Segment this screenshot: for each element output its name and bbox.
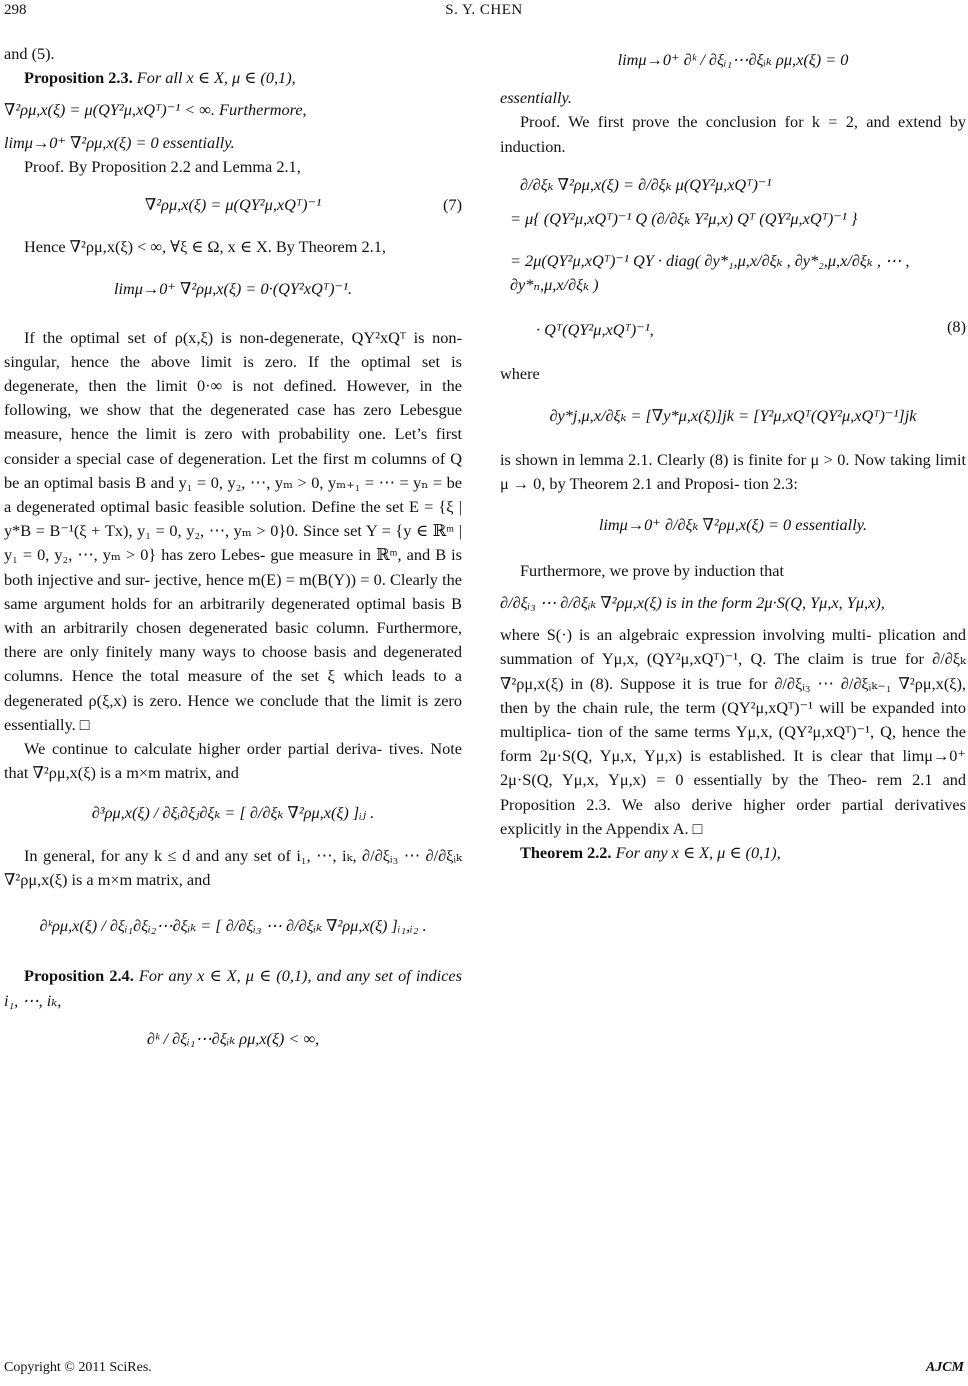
equation-8-line-4: · Qᵀ(QY²μ,xQᵀ)⁻¹, bbox=[536, 319, 654, 339]
limit-equation-2: limμ→0⁺ ∂/∂ξₖ ∇²ρμ,x(ξ) = 0 essentially. bbox=[598, 514, 868, 534]
equation-8-line-2: = μ{ (QY²μ,xQᵀ)⁻¹ Q (∂/∂ξₖ Y²μ,x) Qᵀ (QY²μ,xQᵀ)⁻¹ } bbox=[510, 209, 858, 229]
equation-8-line-1: ∂/∂ξₖ ∇²ρμ,x(ξ) = ∂/∂ξₖ μ(QY²μ,xQᵀ)⁻¹ bbox=[520, 174, 772, 194]
theorem-2-2-label: Theorem 2.2. bbox=[520, 843, 612, 863]
paragraph-degeneration: If the optimal set of ρ(x,ξ) is non-degenerate, QY²xQᵀ is non-singular, hence the above limit is zero. If the optimal set is degenerate, then the limit 0·∞ is not defined. However, in the following, we show that the degenerated case has zero Lebesgue measure, hence the limit is zero with probability one. Let’s first consider a special case of degeneration. Let the first m columns of Q be an optimal basis B and y₁ = 0, y₂, ⋯, yₘ > 0, yₘ₊₁ = ⋯ = yₙ = be a degenerated optimal basic feasible solution. Define the set E = {ξ | y*B = B⁻¹(ξ + Tx), y₁ = 0, y₂, ⋯, yₘ > 0}0. Since set Y = {y ∈ ℝᵐ | y₁ = 0, y₂, ⋯, yₘ > 0} has zero Lebes- gue measure in ℝᵐ, and B is both injective and sur- jective, hence m(E) = m(B(Y)) = 0. Clearly the same argument holds for an arbitrarily degenerated optimal basis B with an arbitrarily chosen degenerated basic column. Furthermore, there are only finitely many ways to choose basis and degenerated columns. Hence the total measure of the set ξ which leads to a degenerated ρ(ξ,x) is zero. Hence we conclude that the limit is zero essentially. □ bbox=[4, 327, 462, 734]
proposition-2-3-text: For all x ∈ X, μ ∈ (0,1), bbox=[136, 68, 296, 88]
third-derivative-equation: ∂³ρμ,x(ξ) / ∂ξᵢ∂ξⱼ∂ξₖ = [ ∂/∂ξₖ ∇²ρμ,x(ξ) ]ᵢⱼ . bbox=[91, 803, 375, 823]
paragraph-general: In general, for any k ≤ d and any set of i₁, ⋯, iₖ, ∂/∂ξᵢ₃ ⋯ ∂/∂ξᵢₖ ∇²ρμ,x(ξ) is a m×m matrix, and bbox=[4, 845, 462, 889]
proposition-2-3-equation: ∇²ρμ,x(ξ) = μ(QY²μ,xQᵀ)⁻¹ < ∞. Furthermore, bbox=[4, 100, 307, 120]
equation-8-number: (8) bbox=[947, 316, 966, 336]
paragraph-induction: where S(·) is an algebraic expression involving multi- plication and summation of Yμ,x, (QY²μ,xQᵀ)⁻¹, Q. The claim is true for ∂/∂ξₖ ∇²ρμ,x(ξ) in (8). Suppose it is true for ∂/∂ξᵢ₃ ⋯ ∂/∂ξᵢₖ₋₁ ∇²ρμ,x(ξ), then by the chain rule, the term (QY²μ,xQᵀ)⁻¹ will be expanded into multiplica- tion of the same terms Yμ,x, (QY²μ,xQᵀ)⁻¹, Q, hence the form 2μ·S(Q, Yμ,x, Yμ,x) is established. It is clear that limμ→0⁺ 2μ·S(Q, Yμ,x, Yμ,x) = 0 essentially by the Theo- rem 2.1 and Proposition 2.3. We also derive higher order partial derivatives explicitly in the Appendix A. □ bbox=[500, 625, 966, 838]
equation-8-line-3: = 2μ(QY²μ,xQᵀ)⁻¹ QY · diag( ∂y*₁,μ,x/∂ξₖ , ∂y*₂,μ,x/∂ξₖ , ⋯ , ∂y*ₙ,μ,x/∂ξₖ ) bbox=[510, 251, 910, 295]
limit-kth-derivative: limμ→0⁺ ∂ᵏ / ∂ξᵢ₁⋯∂ξᵢₖ ρμ,x(ξ) = 0 bbox=[617, 50, 849, 69]
equation-7-body: ∇²ρμ,x(ξ) = μ(QY²μ,xQᵀ)⁻¹ bbox=[144, 195, 322, 215]
essentially-text: essentially. bbox=[500, 88, 572, 108]
theorem-2-2-text: For any x ∈ X, μ ∈ (0,1), bbox=[615, 843, 781, 863]
induction-form: ∂/∂ξᵢ₃ ⋯ ∂/∂ξᵢₖ ∇²ρμ,x(ξ) is in the form 2μ·S(Q, Yμ,x, Yμ,x), bbox=[500, 593, 885, 613]
proposition-2-3-limit: limμ→0⁺ ∇²ρμ,x(ξ) = 0 essentially. bbox=[4, 132, 235, 152]
proposition-2-3 bbox=[4, 66, 462, 90]
equation-8 bbox=[500, 173, 966, 342]
proposition-2-3-label: Proposition 2.3. bbox=[24, 68, 133, 88]
paragraph-continuation: and (5). bbox=[4, 44, 55, 63]
theorem-2-2 bbox=[500, 841, 966, 865]
paragraph-lemma: is shown in lemma 2.1. Clearly (8) is finite for μ > 0. Now taking limit μ → 0, by Theorem 2.1 and Proposi- tion 2.3: bbox=[500, 450, 966, 494]
copyright-notice: Copyright © 2011 SciRes. bbox=[4, 1360, 152, 1375]
journal-name: AJCM bbox=[925, 1360, 964, 1375]
equation-7-number: (7) bbox=[443, 195, 462, 215]
proof-k2: Proof. We first prove the conclusion for k = 2, and extend by induction. bbox=[500, 112, 966, 156]
left-column bbox=[4, 42, 462, 1057]
where-label: where bbox=[500, 363, 540, 383]
proposition-2-4-label: Proposition 2.4. bbox=[24, 966, 134, 986]
proposition-2-4-equation: ∂ᵏ / ∂ξᵢ₁⋯∂ξᵢₖ ρμ,x(ξ) < ∞, bbox=[146, 1028, 320, 1048]
kth-derivative-equation: ∂ᵏρμ,x(ξ) / ∂ξᵢ₁∂ξᵢ₂⋯∂ξᵢₖ = [ ∂/∂ξᵢ₃ ⋯ ∂/∂ξᵢₖ ∇²ρμ,x(ξ) ]ᵢ₁,ᵢ₂ . bbox=[39, 916, 427, 936]
proposition-2-4 bbox=[4, 964, 462, 1012]
equation-7 bbox=[4, 193, 462, 217]
where-equation: ∂y*j,μ,x/∂ξₖ = [∇y*μ,x(ξ)]jk = [Y²μ,xQᵀ(QY²μ,xQᵀ)⁻¹]jk bbox=[549, 406, 917, 426]
hence-statement: Hence ∇²ρμ,x(ξ) < ∞, ∀ξ ∈ Ω, x ∈ X. By Theorem 2.1, bbox=[24, 237, 386, 257]
running-title: S. Y. CHEN bbox=[445, 2, 523, 18]
right-column bbox=[500, 42, 966, 865]
paragraph-induction-intro: Furthermore, we prove by induction that bbox=[520, 560, 785, 580]
proposition-2-4-text: For any x ∈ X, μ ∈ (0,1), and any set of indices i₁, ⋯, iₖ, bbox=[4, 966, 462, 1010]
proof-intro: Proof. By Proposition 2.2 and Lemma 2.1, bbox=[24, 156, 301, 176]
page-header bbox=[0, 0, 968, 22]
limit-equation: limμ→0⁺ ∇²ρμ,x(ξ) = 0·(QY²xQᵀ)⁻¹. bbox=[113, 279, 353, 299]
page-number: 298 bbox=[4, 2, 27, 18]
paragraph-higher-order: We continue to calculate higher order partial deriva- tives. Note that ∇²ρμ,x(ξ) is a m×m matrix, and bbox=[4, 739, 462, 783]
